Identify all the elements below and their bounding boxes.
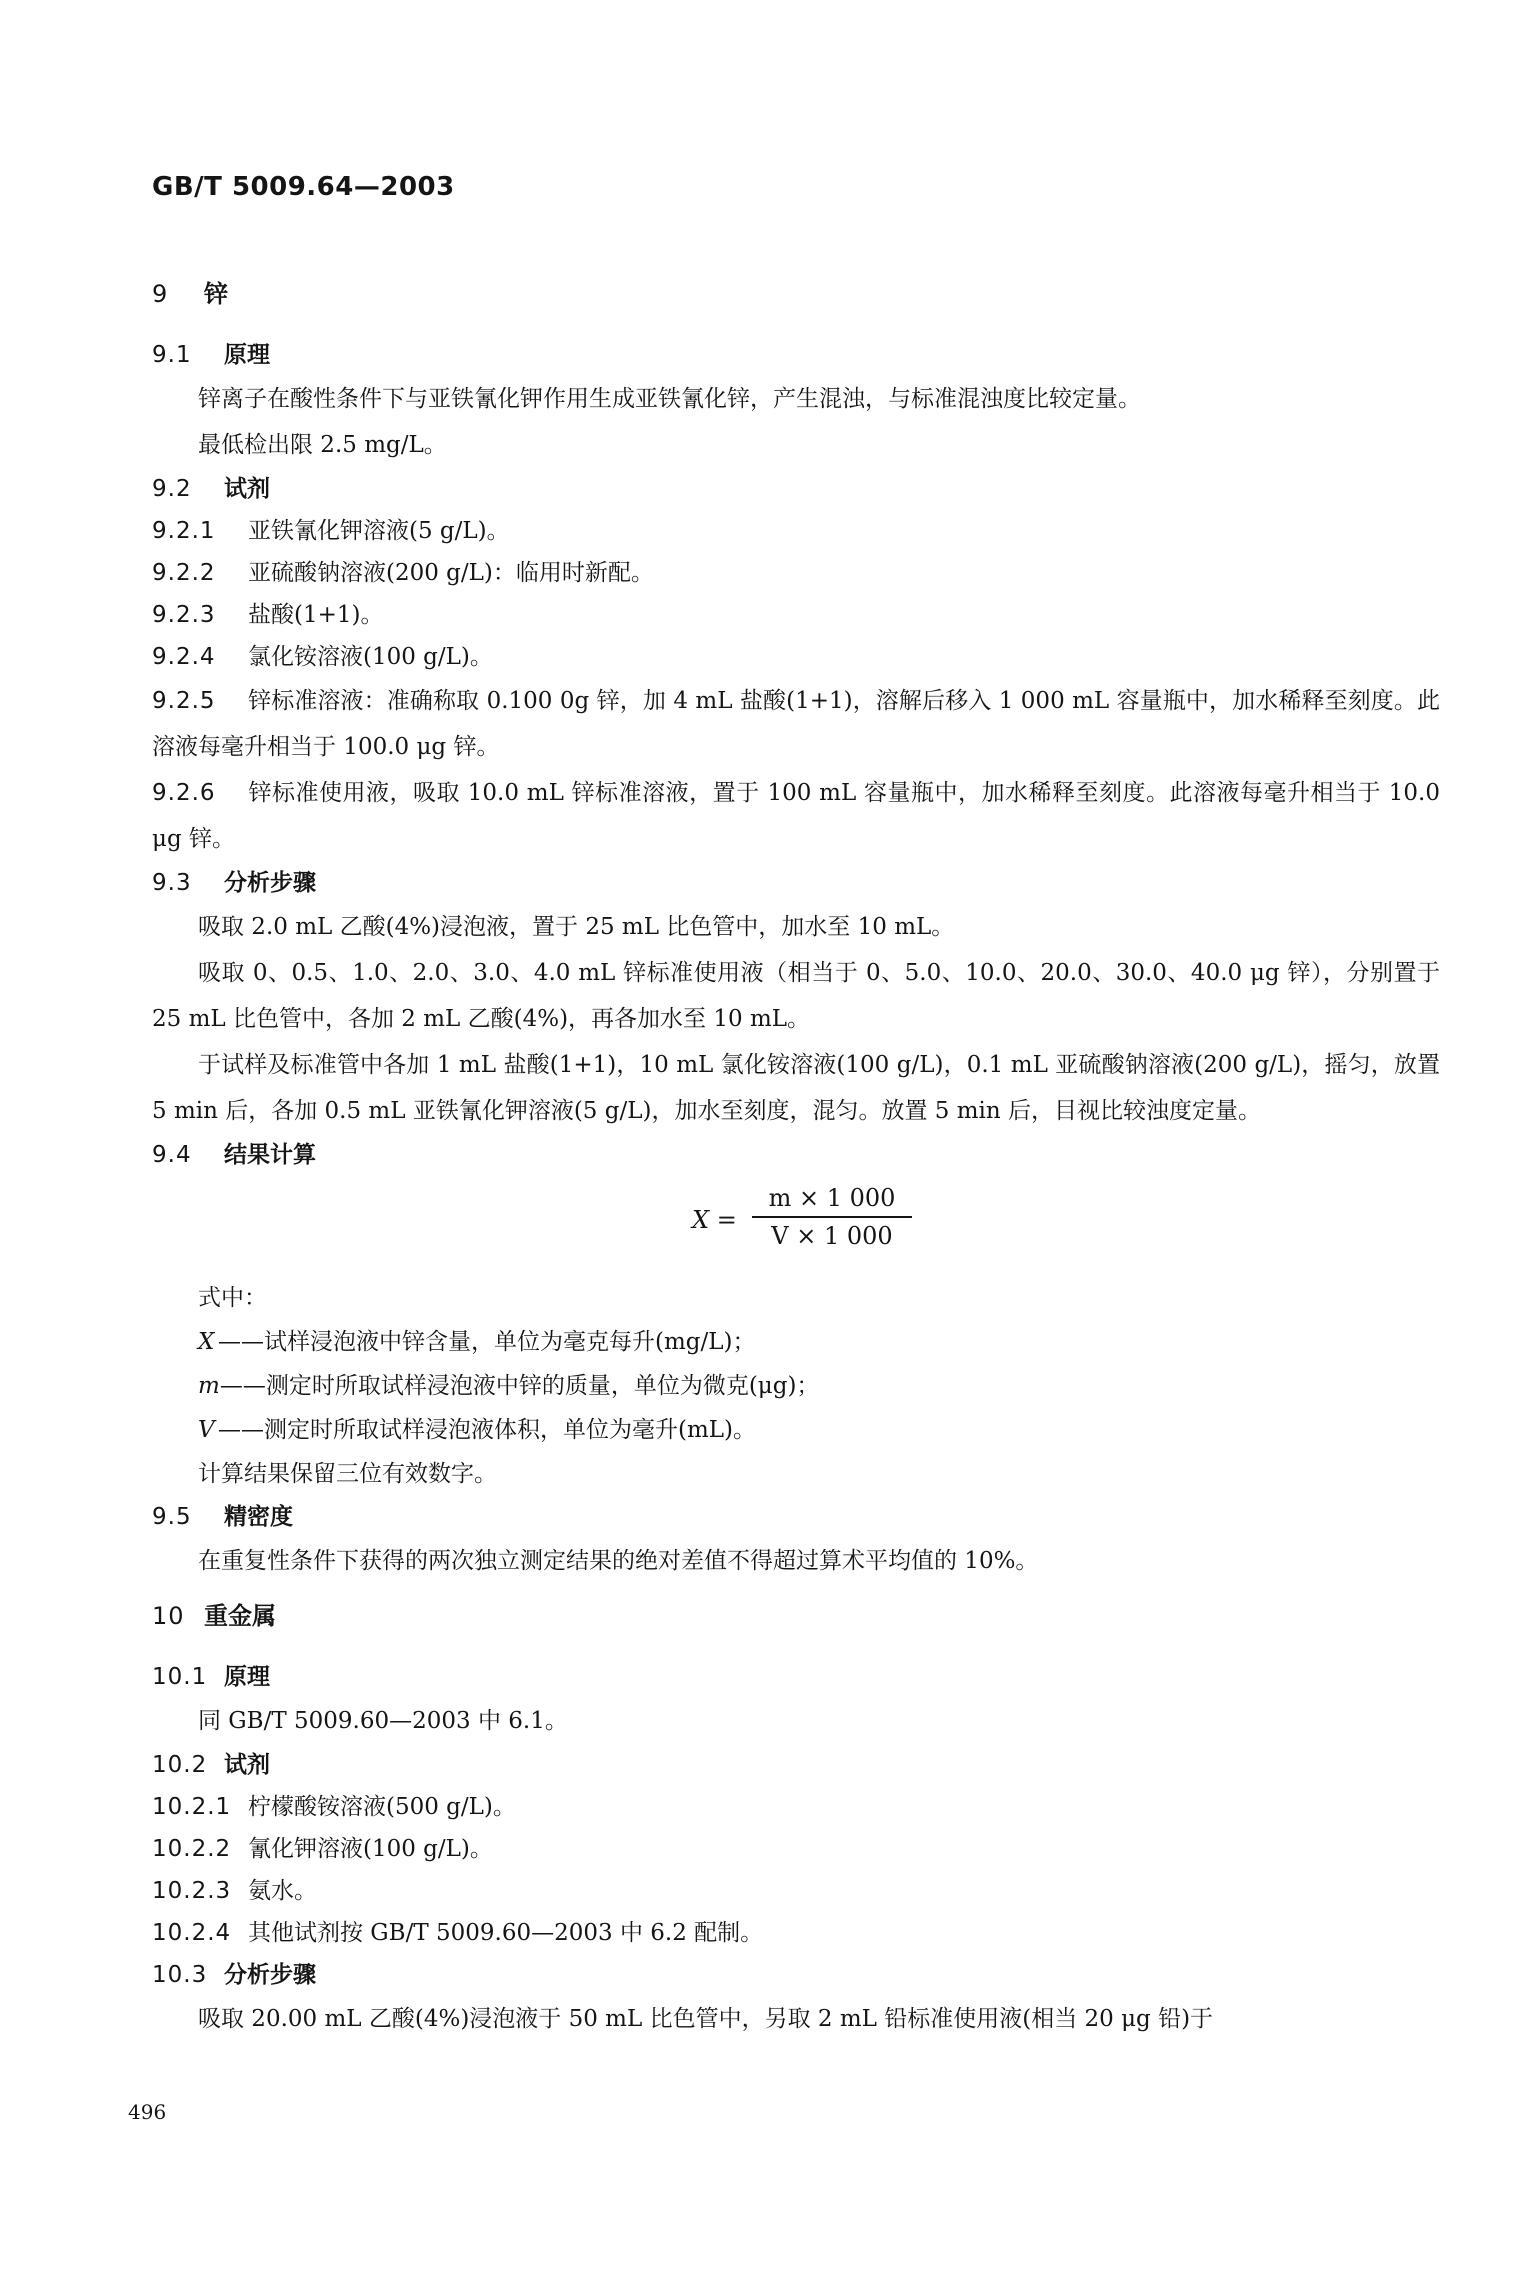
result-note: 计算结果保留三位有效数字。 [198,1461,497,1487]
item-number: 9.2.4 [152,644,216,670]
item-9-2-3 [152,594,1440,636]
heading-title: 试剂 [224,1752,270,1778]
heading-title: 原理 [224,1664,270,1690]
item-number: 9.2.5 [152,688,216,714]
where-item [152,1320,1440,1364]
item-10-2-4 [152,1912,1440,1954]
heading-9-3 [152,862,1440,904]
variable-definition: ——试样浸泡液中锌含量，单位为毫克每升(mg/L)； [218,1329,756,1355]
item-10-2-1 [152,1786,1440,1828]
page-content [152,262,1440,2042]
item-number: 10.2.1 [152,1794,232,1820]
item-text: 亚铁氰化钾溶液(5 g/L)。 [248,518,510,544]
section-number: 9 [152,280,169,308]
result-formula [152,1176,1440,1276]
formula-denominator: V × 1 000 [771,1222,893,1250]
page-number: 496 [128,2100,167,2124]
formula-lhs: X = [692,1206,737,1234]
variable-symbol: X [198,1329,215,1355]
item-text: 柠檬酸铵溶液(500 g/L)。 [248,1794,516,1820]
item-text: 其他试剂按 GB/T 5009.60—2003 中 6.2 配制。 [248,1920,764,1946]
paragraph: 锌离子在酸性条件下与亚铁氰化钾作用生成亚铁氰化锌，产生混浊，与标准混浊度比较定量。 [198,386,1141,412]
heading-number: 9.4 [152,1142,192,1168]
formula-fraction [752,1182,912,1252]
item-number: 9.2.6 [152,780,216,806]
item-9-2-5 [152,678,1440,770]
paragraph: 吸取 20.00 mL 乙酸(4%)浸泡液于 50 mL 比色管中，另取 2 mL 铅标准使用液(相当 20 μg 铅)于 [198,2006,1214,2032]
item-9-2-2 [152,552,1440,594]
heading-number: 10.3 [152,1962,208,1988]
item-9-2-4 [152,636,1440,678]
heading-9-5 [152,1496,1440,1538]
heading-9-1 [152,334,1440,376]
where-item [152,1408,1440,1452]
heading-number: 9.3 [152,870,192,896]
heading-9-4 [152,1134,1440,1176]
fraction-bar [752,1216,912,1218]
item-text: 氰化钾溶液(100 g/L)。 [248,1836,493,1862]
item-number: 10.2.4 [152,1920,232,1946]
section-heading-10 [152,1594,1440,1638]
heading-number: 10.2 [152,1752,208,1778]
paragraph: 吸取 0、0.5、1.0、2.0、3.0、4.0 mL 锌标准使用液（相当于 0、5.0、10.0、20.0、30.0、40.0 μg 锌），分别置于 25 mL 比色管中，各加 2 mL 乙酸(4%)，再各加水至 10 mL。 [152,960,1440,1032]
item-number: 10.2.3 [152,1878,232,1904]
where-label: 式中： [198,1285,267,1311]
item-text: 氯化铵溶液(100 g/L)。 [248,644,493,670]
variable-symbol: m [198,1373,220,1399]
item-text: 锌标准溶液：准确称取 0.100 0g 锌，加 4 mL 盐酸(1+1)，溶解后移入 1 000 mL 容量瓶中，加水稀释至刻度。此溶液每毫升相当于 100.0 μg 锌。 [152,688,1440,760]
item-10-2-2 [152,1828,1440,1870]
heading-9-2 [152,468,1440,510]
heading-10-1 [152,1656,1440,1698]
paragraph: 于试样及标准管中各加 1 mL 盐酸(1+1)，10 mL 氯化铵溶液(100 g/L)，0.1 mL 亚硫酸钠溶液(200 g/L)，摇匀，放置 5 min 后，各加 0.5 mL 亚铁氰化钾溶液(5 g/L)，加水至刻度，混匀。放置 5 min 后，目视比较浊度定量。 [152,1052,1440,1124]
item-text: 锌标准使用液，吸取 10.0 mL 锌标准溶液，置于 100 mL 容量瓶中，加水稀释至刻度。此溶液每毫升相当于 10.0 μg 锌。 [152,780,1440,852]
item-9-2-6 [152,770,1440,862]
heading-title: 精密度 [224,1504,293,1530]
heading-title: 结果计算 [224,1142,316,1168]
section-title: 锌 [204,280,228,308]
variable-definition: ——测定时所取试样浸泡液体积，单位为毫升(mL)。 [218,1417,757,1443]
item-9-2-1 [152,510,1440,552]
heading-title: 试剂 [224,476,270,502]
item-number: 10.2.2 [152,1836,232,1862]
heading-title: 分析步骤 [224,1962,316,1988]
section-title: 重金属 [204,1602,276,1630]
heading-10-3 [152,1954,1440,1996]
formula-numerator: m × 1 000 [768,1184,896,1212]
heading-title: 原理 [224,342,270,368]
item-text: 氨水。 [248,1878,317,1904]
item-text: 盐酸(1+1)。 [248,602,384,628]
heading-number: 10.1 [152,1664,208,1690]
where-item [152,1364,1440,1408]
heading-number: 9.5 [152,1504,192,1530]
paragraph: 同 GB/T 5009.60—2003 中 6.1。 [198,1708,568,1734]
heading-number: 9.1 [152,342,192,368]
item-10-2-3 [152,1870,1440,1912]
paragraph: 最低检出限 2.5 mg/L。 [198,432,447,458]
section-number: 10 [152,1602,185,1630]
standard-code: GB/T 5009.64—2003 [152,172,455,202]
item-number: 9.2.3 [152,602,216,628]
heading-number: 9.2 [152,476,192,502]
item-text: 亚硫酸钠溶液(200 g/L)：临用时新配。 [248,560,654,586]
section-heading-9 [152,272,1440,316]
variable-definition: ——测定时所取试样浸泡液中锌的质量，单位为微克(μg)； [219,1373,820,1399]
heading-10-2 [152,1744,1440,1786]
heading-title: 分析步骤 [224,870,316,896]
variable-symbol: V [198,1417,215,1443]
paragraph: 吸取 2.0 mL 乙酸(4%)浸泡液，置于 25 mL 比色管中，加水至 10 mL。 [198,914,955,940]
item-number: 9.2.2 [152,560,216,586]
paragraph: 在重复性条件下获得的两次独立测定结果的绝对差值不得超过算术平均值的 10%。 [198,1548,1039,1574]
item-number: 9.2.1 [152,518,216,544]
